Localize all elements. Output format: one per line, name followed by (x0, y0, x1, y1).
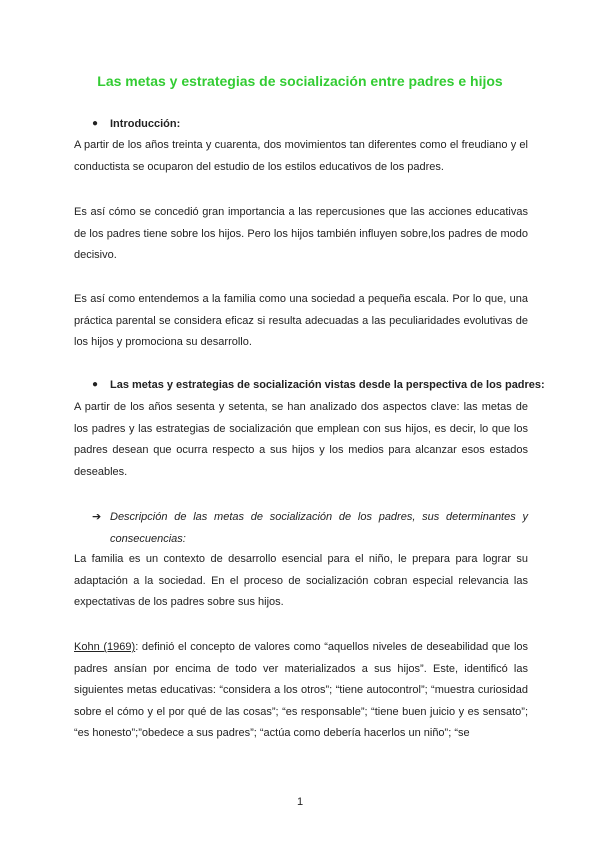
bullet-metas-estrategias (92, 379, 545, 391)
paragraph-intro-3 (74, 289, 528, 354)
document-title: Las metas y estrategias de socialización entre padres e hijos (97, 73, 503, 89)
paragraph-text: Es así como entendemos a la familia como una sociedad a pequeña escala. Por lo que, una práctica parental se considera eficaz si resulta adecuadas a las peculiaridades evolutivas de los hijos y promociona su desarrollo. (74, 293, 528, 348)
paragraph-text: A partir de los años sesenta y setenta, se han analizado dos aspectos clave: las metas de los padres y las estrategias de socialización que emplean con sus hijos, es decir, lo que los padres desean que ocurra respecto a sus hijos y los medios para alcanzar esos estados deseables. (74, 401, 528, 478)
paragraph-text (74, 637, 528, 745)
bullet-dot-icon: ● (92, 379, 99, 390)
subheading-descripcion (92, 507, 528, 550)
paragraph-metas-2 (74, 549, 528, 614)
paragraph-kohn (74, 637, 528, 745)
paragraph-text: A partir de los años treinta y cuarenta, dos movimientos tan diferentes como el freudiano y el conductista se ocuparon del estudio de los estilos educativos de los padres. (74, 139, 528, 173)
paragraph-text: Es así cómo se concedió gran importancia a las repercusiones que las acciones educativas de los padres tiene sobre los hijos. Pero los hijos también influyen sobre,los padres de modo decisivo. (74, 206, 528, 261)
subheading-text: Descripción de las metas de socialización de los padres, sus determinantes y consecuencias: (110, 511, 528, 545)
citation-kohn: Kohn (1969) (74, 641, 136, 653)
paragraph-text: La familia es un contexto de desarrollo esencial para el niño, le prepara para lograr su adaptación a la sociedad. En el proceso de socialización cobran especial relevancia las expectativas de los padres sobre sus hijos. (74, 553, 528, 608)
kohn-text: : definió el concepto de valores como “aquellos niveles de deseabilidad que los padres ansían por encima de todo ver materializados a sus hijos”. Este, identificó las siguientes metas educativas: “considera a los otros”; “tiene autocontrol”; “muestra curiosidad sobre el cómo y el por qué de las cosas”; “es responsable”; “tiene buen juicio y es sensato”; “es honesto”;”obedece a sus padres”; “actúa como debería hacerlos un niño”; “se (74, 641, 529, 739)
paragraph-metas-1 (74, 397, 528, 483)
page-number: 1 (296, 796, 304, 808)
paragraph-intro-2 (74, 202, 528, 267)
paragraph-intro-1 (74, 135, 528, 178)
bullet-label: Las metas y estrategias de socialización vistas desde la perspectiva de los padres: (110, 379, 545, 391)
arrow-right-icon: ➔ (92, 511, 102, 523)
bullet-dot-icon: ● (92, 118, 99, 129)
bullet-label: Introducción: (110, 118, 181, 130)
bullet-introduccion (92, 118, 181, 130)
